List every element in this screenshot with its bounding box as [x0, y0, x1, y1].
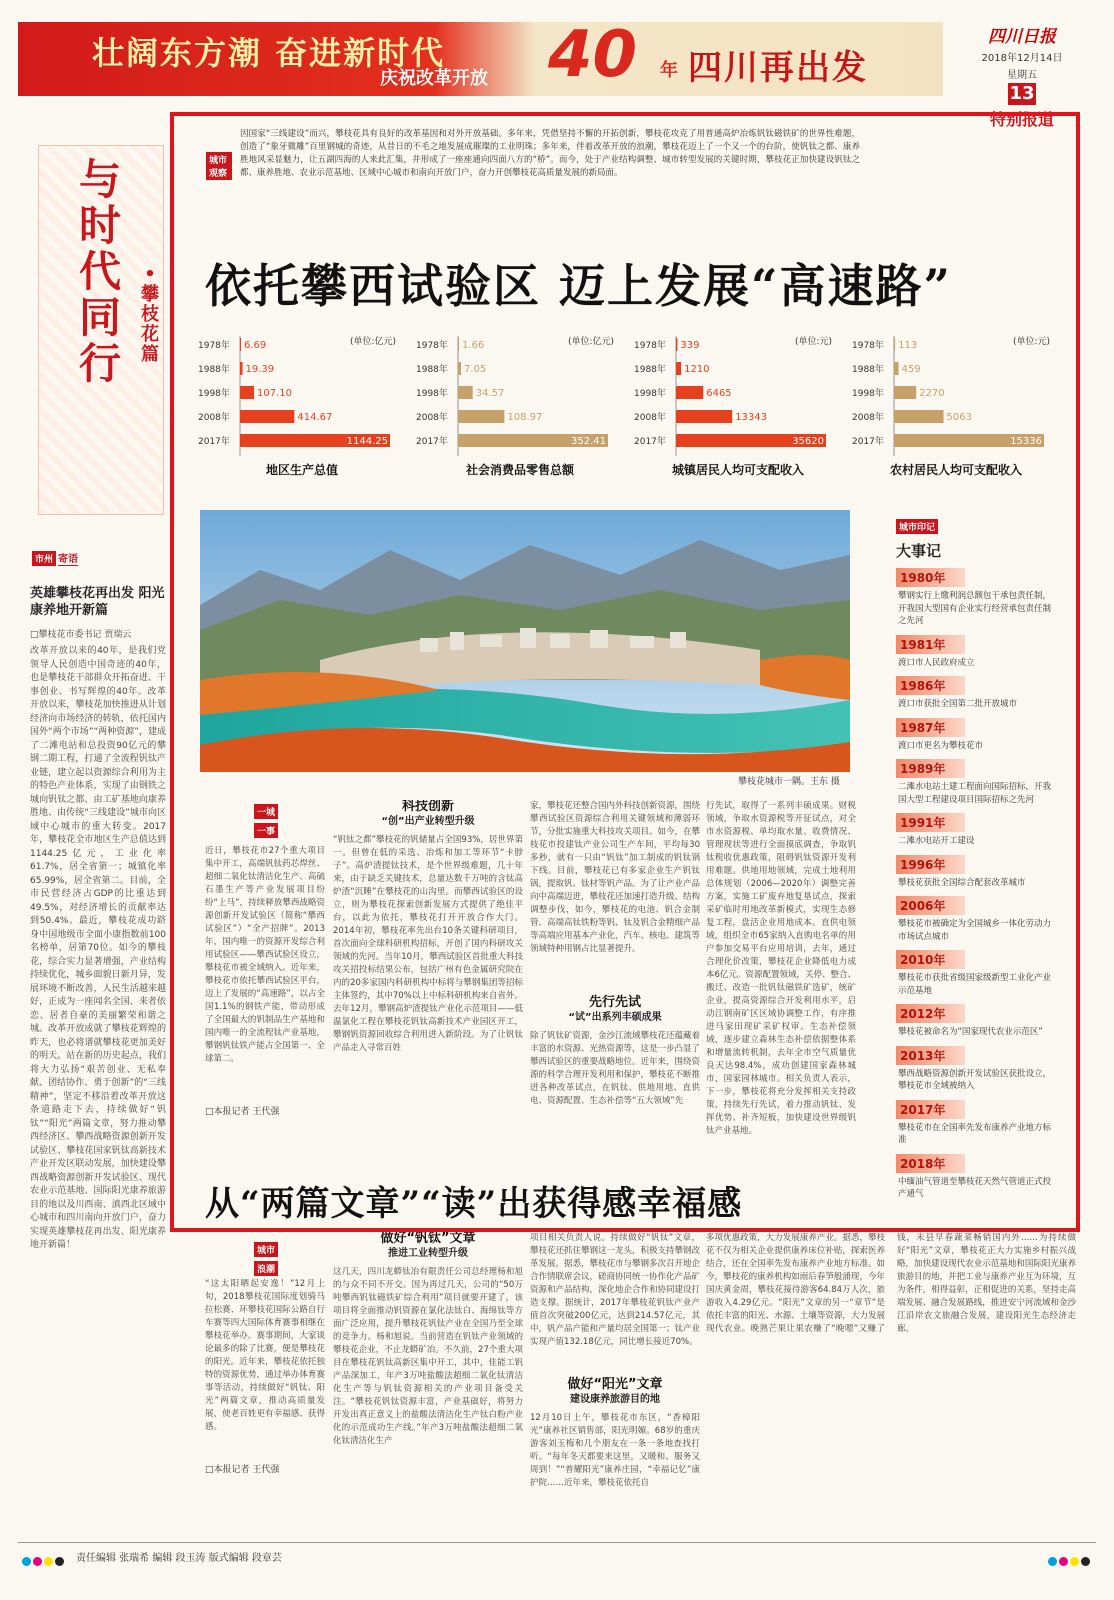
timeline-tag: 城市印记 [896, 519, 938, 534]
timeline-text: 攀枝花获批全国综合配套改革城市 [898, 877, 1026, 888]
series-title-char: 与 [78, 155, 121, 204]
chart-bar [676, 338, 677, 351]
bar-chart-svg [416, 330, 624, 490]
timeline-year: 2010年 [896, 950, 965, 969]
article1-col1-text: 近日，攀枝花市27个重大项目集中开工，高端钒钛药芯焊丝、超细二氧化钛清洁化生产、高硫石墨生产等产业发展项目纷纷“上马”，持续释放攀西战略资源创新开发试验区（简称“攀西试验区”）“全产招牌”。2013年，国内唯一的资源开发综合利用试验区——攀西试验区设立，攀枝花市被全域纳入。近年来，攀枝花市依托攀西试验区平台，迈上了发展的“高速路”，以占全国1.1%的钢铁产能，带动形成了全国最大的钒制品生产基地和国内唯一的全流程钛产业基地，攀钢钒钛铁产能占全国第一、全球第二。 [205, 846, 325, 1064]
article2-col3-text: 项目相关负责人说。持续做好“钒钛”文章，攀枝花还抓住攀钢这一龙头，积极支持攀钢改革发展。据悉，攀枝花市与攀钢多次召开地企合作情联席会议，磋商协同统一协作化产品矿资源和产品结构，深化地企合作和协同建设打造支撑。据统计，2017年攀枝花钒钛产业产值首次突破200亿元，达到214.57亿元，其中，钒产品产能和产量均居全国第一；钛产业实现产值132.18亿元，同比增长接近70%。 [530, 1233, 700, 1347]
chart-category-label: 1978年 [852, 341, 884, 351]
article1-col4-text: 行先试，取得了一系列丰硕成果。财税领域，争取水资源税等开征试点，对全市水资源税、单均取水量、收费情况、管理现状等进行全面摸底调查，争取钒钛税收优惠政策，阻碍钒钛资源开发利用难题。供地用地领域，完成土地利用总体规划（2006—2020年）调整完善方案，实施工矿废弃地复垦试点，探索采矿临时用地改革新模式，实现生态修复工程，盘活企业用地成本。直供电领域，组织全市65家纳入直购电名单的用户参加交易平台应用培训，去年，通过合理化价改策，攀枝花企业降低电力成本6亿元。资源配置领域，关停、整合、搬迁、改造一批钒钛磁铁矿选矿，统矿企业，提高资源综合开发利用水平，启动江钢南矿区区域协调整工作，有序推进马家田现矿采矿权审。生态补偿领域，逐步建立森林生态补偿依据整体系和增量流转机制，去年全市空气质量优良天达98.4%，成功创建国家森林城市，国家园林城市。相关负责人表示，下一步，攀枝花将充分发挥相关支持政策，持续先行先试，着力推动钒钛、发挥优势、补齐短板，加快建设世界级钒钛产业基地。 [706, 801, 856, 1136]
chart-title: 地区生产总值 [265, 463, 339, 477]
chart-category-label: 1978年 [634, 341, 666, 351]
chart-category-label: 2017年 [852, 437, 884, 447]
timeline-year: 1980年 [896, 568, 965, 587]
column-tag [32, 547, 78, 566]
issue-date: 2018年12月14日 [981, 53, 1063, 64]
left-article-author: □攀枝花市委书记 贾瑞云 [30, 630, 132, 640]
chart-category-label: 1998年 [416, 389, 448, 399]
bar-chart-svg [198, 330, 406, 490]
chart-value-label: 414.67 [297, 412, 333, 423]
timeline-item [896, 717, 1056, 753]
chart-title: 城镇居民人均可支配收入 [671, 463, 805, 477]
article2-tag-a: 城市 [254, 1242, 278, 1257]
series-subtitle-char: 攀 [141, 284, 159, 305]
chart-category-label: 2008年 [852, 413, 884, 423]
chart-value-label: 7.05 [464, 364, 487, 375]
timeline-year: 1986年 [896, 676, 965, 695]
article2-col2 [333, 1232, 523, 1532]
article1-subhead2 [530, 996, 700, 1024]
article2-subhead1-title: 做好“钒钛”文章 [380, 1232, 476, 1246]
article2-tag-b: 浪潮 [254, 1261, 278, 1276]
color-registration-marks-right [1048, 1551, 1092, 1570]
newspaper-name: 四川日报 [988, 27, 1056, 47]
article1-col2 [333, 800, 523, 1140]
banner-slogan: 壮阔东方潮 奋进新时代 [92, 34, 446, 72]
chart-category-label: 1978年 [416, 341, 448, 351]
article2-col3 [530, 1232, 700, 1532]
series-title-char: 时 [78, 201, 121, 250]
article1-tag-b: 一事 [254, 823, 278, 838]
chart-bar [676, 362, 681, 375]
column-tag-a: 市州 [32, 551, 56, 566]
article1-col3-text: 家，攀枝花还整合国内外科技创新资源，围绕攀西试验区资源综合利用关键领域和薄弱环节，分批实施重大科技攻关项目。如今，在攀枝花市投建钛产业公司生产车间，平均每30多秒，就有一只由“钒钛”加工制成的钒钛锅下线。目前，攀枝花已有多家企业生产钒钛锅，提取钒、钛材等钒产品。为了让产业产品向中高端迈进，攀枝花还加速打造升级、结构调整步伐，如今，攀枝花的电池、钒合金制管、高端高钛铁粉等钒、钛及钒合金精细产品等高端应用基本产业化，汽车、核电、建筑等领域特种用钢占比显著提升。 [530, 801, 700, 954]
timeline-text: 渡口市人民政府成立 [898, 657, 975, 668]
issue-weekday: 星期五 [1007, 70, 1037, 81]
forty-logo: 40 [548, 18, 638, 92]
chart-category-label: 1988年 [852, 365, 884, 375]
article1-subhead1-title: 科技创新 [401, 800, 454, 814]
chart-bar [240, 362, 243, 375]
chart-value-label: 19.39 [245, 364, 275, 375]
timeline-item [896, 812, 1056, 848]
timeline-text: 攀西战略资源创新开发试验区获批设立，攀枝花市全域被纳入 [898, 1068, 1052, 1091]
article2-col2-text: 这几天，四川龙蟒钛冶有限责任公司总经理杨和旭的与众不同不开交。因为再过几天，公司的“50万吨攀西钒钛磁铁矿综合利用”项目就要开建了，该项目将全面推动钒资源在氯化法钛白、海绵钛等方面广泛应用，提升攀枝花钒钛产业在全国乃至全球的竞争力。杨和旭说。当前营造在钒钛产业领域的攀枝花企业，不止龙蟒矿冶。不久前，27个重大项目在攀枝花钒钛高新区集中开工，其中，佳能工钒产品深加工，年产3万吨盐酸法超细二氧化钛清洁化生产等与钒钛资源相关的产业项目备受关注。“攀枝花钒钛资源丰富，产业基础好，将努力开发出真正意义上的盐酸法清洁化生产钛白粉产业化的示范成功生产线。”年产3万吨盐酸法超细二氧化钛清洁化生产 [333, 1267, 523, 1446]
article1-subhead2-title: 先行先试 [588, 995, 641, 1010]
chart-value-label: 1210 [684, 364, 710, 375]
chart-category-label: 1988年 [634, 365, 666, 375]
timeline-year: 2012年 [896, 1004, 965, 1023]
timeline-year: 2006年 [896, 896, 965, 915]
left-article-body: 改革开放以来的40年，是我们党领导人民创造中国奇迹的40年，也是攀枝花干部群众开拓奋进、干事创业、书写辉煌的40年。改革开放以来，攀枝花加快推进从计划经济向市场经济的转轨，依托国内国外“两个市场”“两种资源”，建成了二滩电站和总投资90亿元的攀钢二期工程，打通了全流程钒钛产业链，建立起以资源综合利用为主的特色产业体系，实现了由钢铁之城向钒钛之都、由工矿基地向康养胜地、由传统“三线建设”城市向区域中心城市的重大转变。2017年，攀枝花全市地区生产总值达到1144.25亿元，工业化率61.7%，居全省第一；城镇化率65.99%，居全省第二。目前，全市民营经济占GDP的比重达到49.5%，对经济增长的贡献率达到50.4%。最近，攀枝花成功跻身中国地级市全面小康指数前100名榜单，居第70位。如今的攀枝花，综合实力显著增强，产业结构持续优化，城乡面貌日新月异，发展环境不断改善，人民生活越来越好，正成为一座闻名全国、来者依恋、居者自豪的美丽繁荣和谐之城。改革开放成就了攀枝花辉煌的昨天，也必将谱就攀枝花更加美好的明天。站在新的历史起点，我们将大力弘扬“艰苦创业、无私奉献、团结协作、勇于创新”的“三线精神”，坚定不移沿着改革开放这条道路走下去，持续做好“钒钛”“阳光”两篇文章，努力推动攀西经济区、攀西战略资源创新开发试验区、攀枝花国家钒钛高新技术产业开发区联动发展，加快建设攀西战略资源创新开发试验区、现代农业示范基地、国际阳光康养旅游目的地以及川西南、滇西北区域中心城市和四川南向开放门户，奋力实现英雄攀枝花再出发、阳光康养地开新篇！ [30, 646, 166, 1250]
timeline-year: 1987年 [896, 718, 965, 737]
series-title-char: 同 [78, 293, 121, 342]
article1-col3b-text: 除了钒钛矿资源，金沙江流域攀枝花还蕴藏着丰富的水资源、光热资源等，这是一步凸显了攀西试验区的重要战略地位。近年来，围绕资源的科学合理开发利用和保护，攀枝花不断推进各种改革试点，在钒钛、供地用地、直供电、资源配置、生态补偿等“五大领域”先 [530, 1031, 700, 1106]
chart-category-label: 2017年 [198, 437, 230, 447]
series-subtitle-char: 枝 [141, 304, 159, 325]
article1-subhead1-subtitle: “创”出产业转型升级 [381, 816, 475, 827]
bar-chart-3 [634, 330, 842, 490]
article2-byline: □本报记者 王代强 [205, 1465, 280, 1475]
intro-text: 因国家“三线建设”而兴，攀枝花具有良好的改革基因和对外开放基础。多年来，凭借坚持不懈的开拓创新，攀枝花攻克了用普通高炉冶炼钒钛磁铁矿的世界性难题，创造了“象牙微雕”百里钢城的奇迹，从昔日的不毛之地发展成璀璨的工业明珠；多年来，伴着改革开放的浪潮，攀枝花迈上了一个又一个的台阶，使钒钛之都、康养胜地风采显魅力，让五湖四海的人来此汇集，并形成了一座座通向四面八方的“桥”。而今，处于产业结构调整、城市转型发展的关键时期，攀枝花正加快建设钒钛之都、康养胜地、农业示范基地、区域中心城市和南向开放门户，奋力开创攀枝花高质量发展的新局面。 [240, 129, 860, 178]
bar-chart-svg [634, 330, 842, 490]
timeline-text: 二滩水电站土建工程面向国际招标，开我国大型工程建设项目国际招标之先河 [898, 782, 1052, 805]
chart-category-label: 2008年 [416, 413, 448, 423]
timeline-year: 1981年 [896, 635, 965, 654]
chart-bar [676, 410, 732, 423]
timeline-text: 攀枝花市获批省级国家级新型工业化产业示范基地 [898, 973, 1052, 996]
chart-unit: (单位:元) [794, 337, 832, 347]
chart-bar [894, 410, 944, 423]
series-subtitle-char: 花 [141, 324, 159, 345]
timeline [896, 515, 1056, 1201]
article1-col4 [706, 800, 856, 1140]
chart-value-label: 1144.25 [346, 436, 388, 447]
timeline-item [896, 634, 1056, 670]
timeline-item [896, 949, 1056, 997]
chart-bar [894, 338, 895, 351]
article1-col1 [205, 845, 325, 1095]
chart-title: 农村居民人均可支配收入 [889, 463, 1023, 477]
chart-unit: (单位:亿元) [349, 337, 396, 347]
chart-title: 社会消费品零售总额 [465, 463, 575, 477]
bar-chart-svg [852, 330, 1060, 490]
chart-value-label: 113 [898, 340, 918, 351]
article2-subhead2-subtitle: 建设康养旅游目的地 [570, 1394, 660, 1405]
timeline-text: 攀枝花被命名为“国家现代农业示范区” [898, 1027, 1043, 1037]
chart-category-label: 2008年 [198, 413, 230, 423]
article1-byline: □本报记者 王代强 [205, 1107, 280, 1117]
left-article-title: 英雄攀枝花再出发 阳光康养地开新篇 [30, 586, 165, 618]
timeline-year: 1991年 [896, 813, 965, 832]
chart-value-label: 13343 [735, 412, 768, 423]
timeline-year: 1989年 [896, 759, 965, 778]
main-headline: 依托攀西试验区 迈上发展“高速路” [205, 259, 952, 313]
chart-value-label: 2270 [919, 388, 945, 399]
series-subtitle-char: 篇 [141, 344, 159, 365]
article1-col3 [530, 800, 700, 1140]
article1-tag [254, 800, 278, 838]
chart-value-label: 35620 [792, 436, 824, 447]
series-subtitle-dot: • [144, 264, 156, 285]
timeline-text: 二滩水电站开工建设 [898, 836, 975, 846]
stat-charts [198, 330, 1062, 490]
intro-tag [206, 152, 232, 180]
timeline-year: 2017年 [896, 1100, 965, 1119]
left-column [18, 115, 166, 1525]
article2-subhead2-title: 做好“阳光”文章 [567, 1377, 663, 1392]
chart-unit: (单位:元) [1012, 337, 1050, 347]
second-headline: 从“两篇文章”“读”出获得感幸福感 [205, 1184, 743, 1224]
timeline-year: 2013年 [896, 1046, 965, 1065]
article1-tag-a: 一城 [254, 804, 278, 819]
chart-bar [458, 386, 473, 399]
section-name: 特别报道 [989, 110, 1054, 129]
timeline-item [896, 854, 1056, 890]
timeline-text: 攀枝花市被确定为全国城乡一体化劳动力市场试点城市 [898, 919, 1052, 942]
page-footer [18, 1542, 1096, 1566]
timeline-items [896, 567, 1056, 1201]
article2-col1 [205, 1278, 325, 1453]
chart-category-label: 2017年 [634, 437, 666, 447]
timeline-item [896, 1153, 1056, 1201]
article2-col1-text: “这太阳晒起安逸！”12月上旬，2018攀枝花国际度划骑马拉松赛、环攀枝花国际公路自行车赛等四大国际体育赛事相继在攀枝花举办。赛事期间，大家谈论最多的除了比赛，便是攀枝花的阳光。近年来，攀枝花依托独特的资源优势，通过举办体育赛事等活动，持续做好“钒钛、阳光”两篇文章，推动高质量发展，使老百姓更有幸福感、获得感。 [205, 1279, 325, 1432]
chart-unit: (单位:亿元) [567, 337, 614, 347]
chart-category-label: 1988年 [416, 365, 448, 375]
chart-value-label: 339 [680, 340, 700, 351]
timeline-text: 攀枝花市在全国率先发布康养产业地方标准 [898, 1122, 1052, 1145]
intro-tag-label: 城市观察 [206, 152, 232, 180]
color-registration-marks [22, 1551, 66, 1570]
chart-bar [676, 386, 703, 399]
article2-tag [254, 1238, 278, 1276]
chart-value-label: 1.66 [462, 340, 485, 351]
chart-bar [894, 362, 898, 375]
timeline-text: 渡口市更名为攀枝花市 [898, 740, 984, 751]
column-tag-b: 寄语 [58, 550, 78, 566]
timeline-item [896, 1099, 1056, 1147]
chart-bar [240, 410, 294, 423]
chart-category-label: 2008年 [634, 413, 666, 423]
timeline-item [896, 1045, 1056, 1093]
article1-subhead2-subtitle: “试”出系列丰硕成果 [568, 1012, 662, 1023]
footer-editors: 责任编辑 张瑞希 编辑 段玉涛 版式编辑 段章芸 [76, 1553, 282, 1564]
chart-bar [240, 386, 254, 399]
chart-value-label: 108.97 [507, 412, 543, 423]
timeline-item [896, 567, 1056, 628]
series-title-char: 行 [78, 339, 121, 388]
chart-value-label: 6465 [706, 388, 732, 399]
sichuan-slogan: 四川再出发 [688, 48, 868, 88]
timeline-text: 中缅油气管道至攀枝花天然气管道正式投产通气 [898, 1176, 1052, 1199]
chart-value-label: 6.69 [244, 340, 267, 351]
article2-col4 [706, 1232, 1076, 1532]
series-subtitle [138, 265, 162, 365]
bar-chart-2 [416, 330, 624, 490]
chart-value-label: 352.41 [571, 436, 606, 447]
timeline-text: 渡口市获批全国第二批开放城市 [898, 699, 1018, 709]
photo-caption: 攀枝花城市一隅。王东 摄 [738, 777, 840, 787]
article2-subhead1-subtitle: 推进工业转型升级 [388, 1248, 468, 1259]
article2-subhead2 [530, 1378, 700, 1406]
chart-bar [458, 410, 504, 423]
article2-col3b-text: 12月10日上午，攀枝花市东区，“香樟阳光”康养社区销售部，阳光明媚。68岁的重庆游客刘玉梅和几个朋友在一条一条地查找打听。“每年冬天都要来这里，又暖和、服务又周到！”“普耀阳光”康养庄园，“幸福记忆”康护院……近年来，攀枝花依托自 [530, 1413, 700, 1488]
chart-category-label: 2017年 [416, 437, 448, 447]
city-photo [200, 510, 850, 772]
series-title-char: 代 [78, 247, 121, 296]
article2-col4-text: 多项优惠政策，大力发展康养产业。据悉，攀枝花不仅为相关企业提供康养床位补贴，探索医养结合，还在全国率先发布康养产业地方标准。如今，攀枝花的康养机构如雨后春笋般涌现，今年国庆黄金周，攀枝花接待游客64.84万人次，旅游收入4.29亿元。“阳光”文章的另一“章节”是依托丰富的阳光、水源、土壤等资源，大力发展现代农业。晚熟芒果让果农赚了“晚嗯”又赚了钱，未县早春蔬菜畅销国内外……为持续做好“阳光”文章，攀枝花正大力实施乡村振兴战略，加快建设现代农业示范基地和国际阳光康养旅游目的地，并把工业与康养产业互为环境，互为条件，相得益彰，正相促进的关系，坚持走高端发展、融合发展路线，推进安宁河流域和金沙江沿岸农文旅融合发展，建设阳光生态经济走廊。 [706, 1233, 1076, 1334]
chart-value-label: 107.10 [257, 388, 293, 399]
timeline-year: 2018年 [896, 1154, 965, 1173]
chart-bar [458, 338, 459, 351]
chart-bar [458, 362, 461, 375]
timeline-item [896, 1003, 1056, 1039]
article2-subhead1 [333, 1232, 523, 1260]
chart-category-label: 1998年 [852, 389, 884, 399]
forty-year-char: 年 [660, 60, 678, 81]
chart-category-label: 1998年 [198, 389, 230, 399]
chart-value-label: 34.57 [475, 388, 505, 399]
timeline-item [896, 895, 1056, 943]
chart-category-label: 1988年 [198, 365, 230, 375]
article1-subhead1 [333, 800, 523, 828]
article1-col2-text: “钒钛之都”攀枝花的钒储量占全国93%，居世界第一。但曾在低的采选、冶炼和加工等环节“卡脖子”。高炉渣提钛技术，是个世界级难题，几十年来，由于缺乏关键技术，总量达数千万吨的含钛高炉渣“沉睡”在攀枝花的山沟里。而攀西试验区的设立，则为攀枝花探索创新发展方式提供了绝佳平台，以此为依托，攀枝花打开开放合作大门。2014年初，攀枝花率先出台10条关键科研项目，首次面向全球科研机构招标，开创了国内科研攻关领域的先河。当年10月，攀西试验区首批重大科技攻关招投标结果公布，包括广州有色金属研究院在内的20多家国内科研机构中标将与攀钢集团等招标主体签约，其中70%以上中标科研机构来自省外。去年12月，攀钢高炉渣提钛产业化示范项目——低温氯化工程在攀枝花钒钛高新技术产业园区开工，攀钢钒资源回收综合利用进入新阶段。为了让钒钛产品走入寻常百姓 [333, 835, 523, 1053]
timeline-item [896, 675, 1056, 711]
banner-subslogan: 庆祝改革开放 [380, 68, 488, 89]
chart-bar [894, 386, 916, 399]
timeline-item [896, 758, 1056, 806]
timeline-text: 攀钢实行上缴利润总额包干承包责任制，开我国大型国有企业实行经营承包责任制之先河 [898, 591, 1052, 626]
bar-chart-1 [198, 330, 406, 490]
chart-category-label: 1998年 [634, 389, 666, 399]
chart-value-label: 15336 [1010, 436, 1042, 447]
series-title [60, 157, 140, 387]
chart-value-label: 459 [901, 364, 921, 375]
chart-value-label: 5063 [946, 412, 972, 423]
page-number: 13 [1009, 83, 1035, 104]
timeline-title: 大事记 [896, 542, 942, 560]
page-header [0, 0, 1114, 129]
timeline-year: 1996年 [896, 855, 965, 874]
chart-bar [240, 338, 241, 351]
chart-category-label: 1978年 [198, 341, 230, 351]
bar-chart-4 [852, 330, 1060, 490]
